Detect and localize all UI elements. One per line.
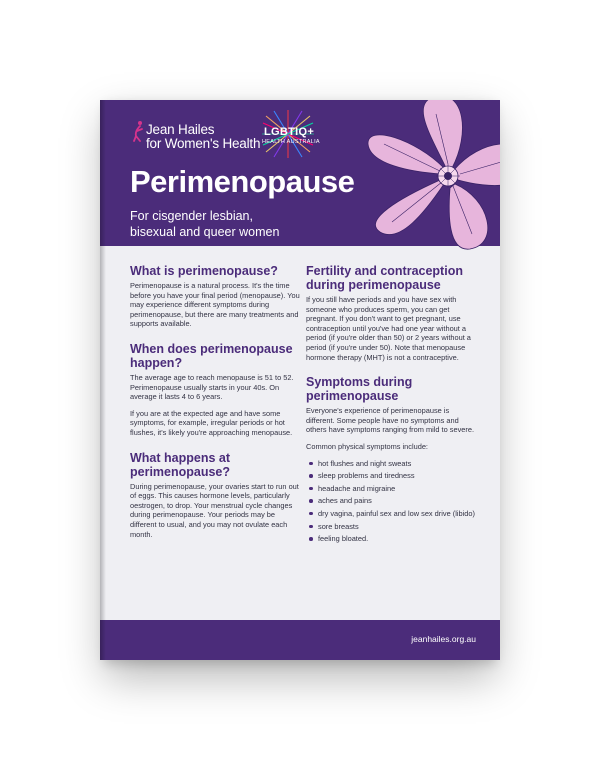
- heading-what-is: What is perimenopause?: [130, 264, 278, 278]
- para-what-happens: During perimenopause, your ovaries start to run out of eggs. This causes hormone levels, particularly oestrogen, to drop. Your menstrual cycle changes during perimenopause. Your periods may be different to usual, and you may not ovulate each month.: [130, 481, 299, 539]
- partner-subname: HEALTH AUSTRALIA: [262, 139, 320, 145]
- heading-what-happens: What happens at perimenopause?: [130, 450, 231, 479]
- list-item: headache and migraine: [318, 484, 478, 494]
- lgbtiq-health-logo: [260, 108, 320, 160]
- symptom-list: [306, 459, 478, 544]
- para-symptoms-1: Everyone's experience of perimenopause is different. Some people have no symptoms and others have symptoms ranging from mild to severe.: [306, 406, 474, 435]
- header-banner: [100, 100, 500, 246]
- list-item: dry vagina, painful sex and low sex drive (libido): [318, 509, 478, 519]
- list-item: sore breasts: [318, 522, 478, 532]
- partner-name: LGBTIQ+: [264, 126, 315, 138]
- para-fertility: If you still have periods and you have sex with someone who produces sperm, you can get pregnant. If you don't want to get pregnant, use contraception until you've had one year without a period (if you're older than 50) or 2 years without a period (if you're under 50). Note that menopause hormone therapy (MHT) is not a contraceptive.: [306, 295, 471, 362]
- booklet-spine-shadow: [100, 100, 106, 660]
- left-column: [130, 264, 300, 546]
- flower-illustration: [340, 100, 500, 254]
- leaflet-page: [100, 100, 500, 660]
- para-what-is: Perimenopause is a natural process. It's the time before you have your final period (menopause). You may experience different symptoms during perimenopause, but there are many treatments and supports available.: [130, 281, 300, 329]
- right-column: [306, 264, 478, 547]
- brand-name-line1: Jean Hailes: [146, 122, 215, 137]
- brand-name-line2: for Women's Health: [146, 136, 261, 151]
- list-item: aches and pains: [318, 496, 478, 506]
- para-when-2: If you are at the expected age and have some symptoms, for example, irregular periods or hot flushes, it's likely you're approaching menopause.: [130, 408, 293, 437]
- footer-banner: [100, 620, 500, 660]
- website-link[interactable]: jeanhailes.org.au: [411, 634, 476, 644]
- para-symptoms-2: Common physical symptoms include:: [306, 441, 428, 451]
- list-item: hot flushes and night sweats: [318, 459, 478, 469]
- list-item: sleep problems and tiredness: [318, 471, 478, 481]
- heading-when: When does perimenopause happen?: [130, 341, 293, 370]
- heading-fertility: Fertility and contraception during perimenopause: [306, 264, 463, 292]
- page-title: Perimenopause: [130, 164, 355, 199]
- jean-hailes-figure-icon: [132, 120, 144, 142]
- page-subtitle: [130, 208, 330, 240]
- subtitle-line1: For cisgender lesbian,: [130, 209, 253, 223]
- list-item: feeling bloated.: [318, 534, 478, 544]
- subtitle-line2: bisexual and queer women: [130, 225, 280, 239]
- heading-symptoms: Symptoms during perimenopause: [306, 375, 413, 404]
- para-when-1: The average age to reach menopause is 51 to 52. Perimenopause usually starts in your 40s. On average it lasts 4 to 6 years.: [130, 372, 294, 402]
